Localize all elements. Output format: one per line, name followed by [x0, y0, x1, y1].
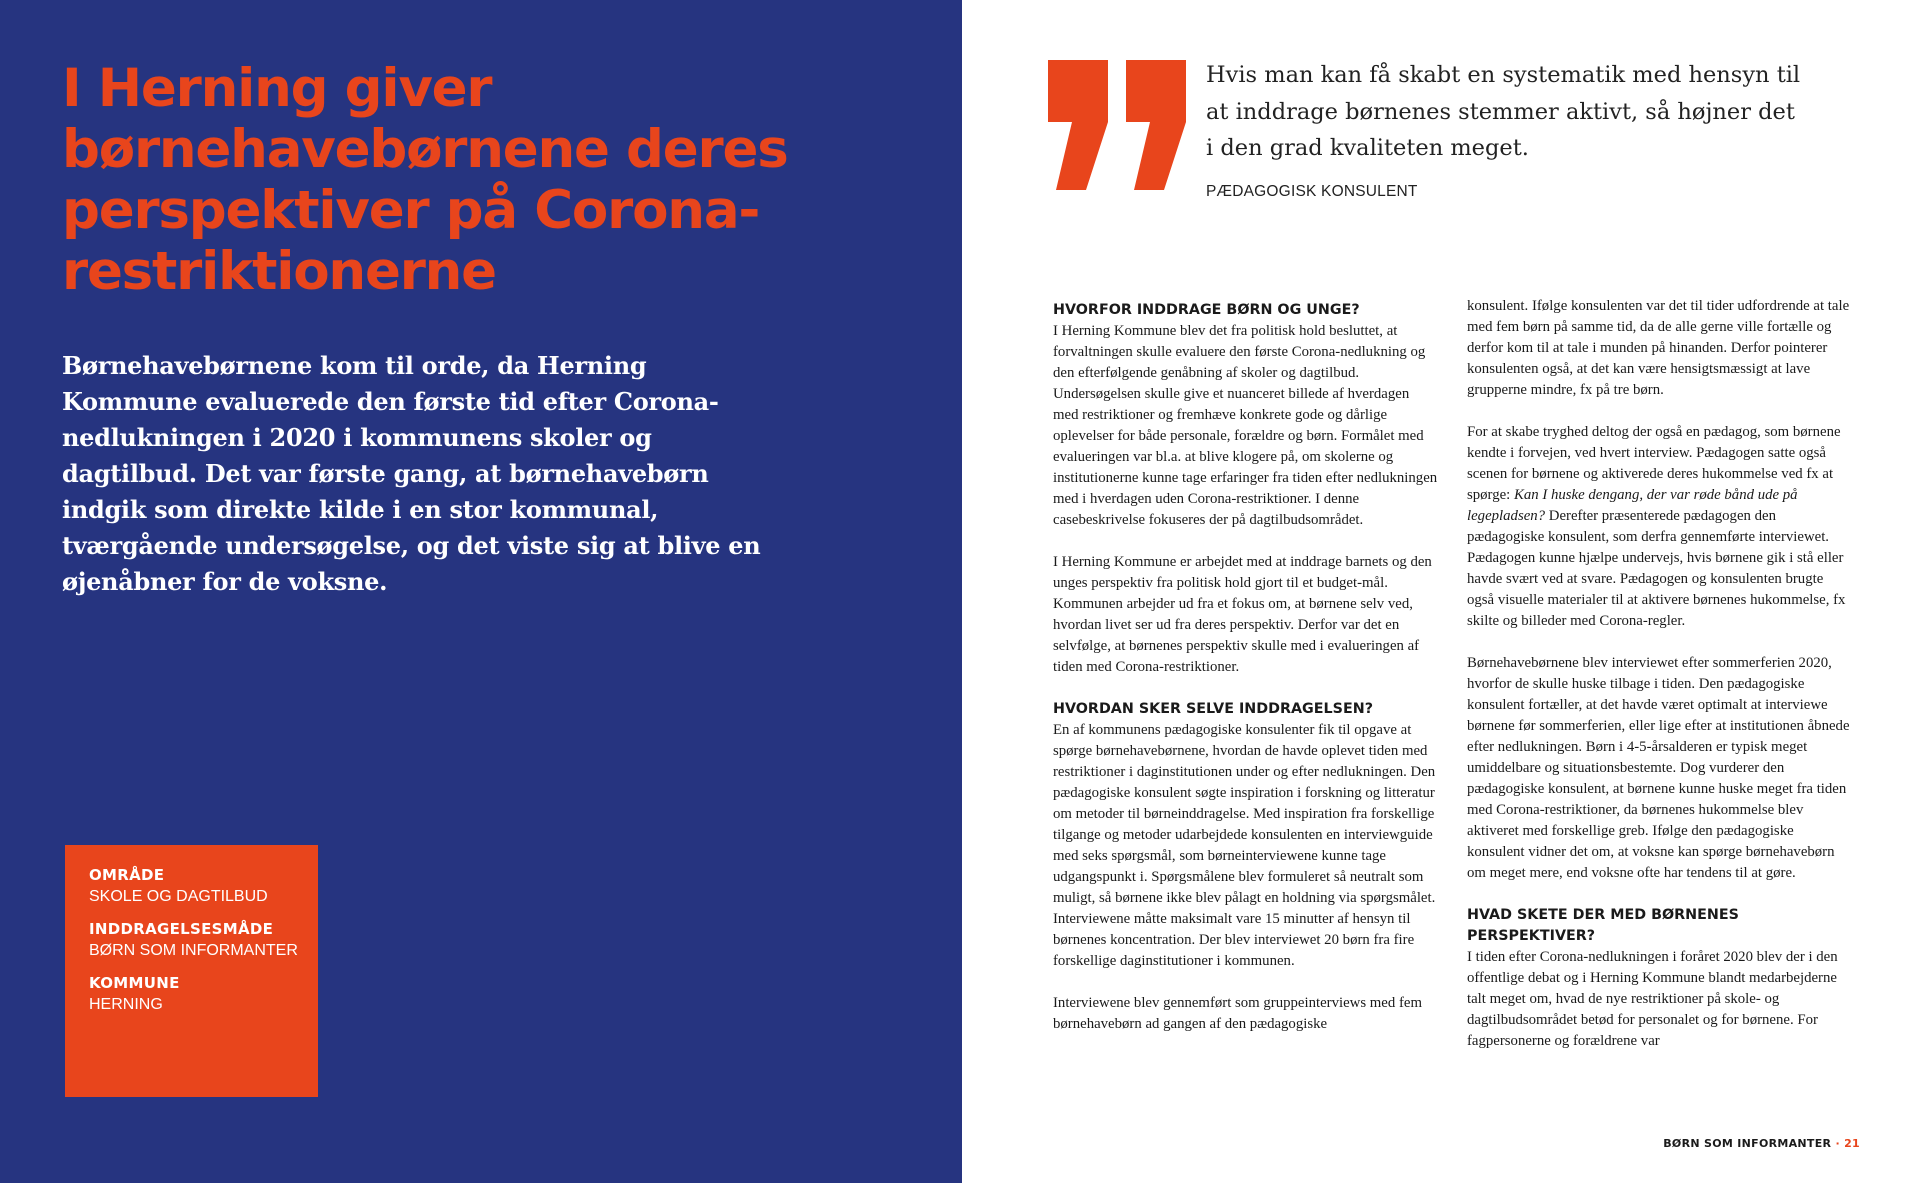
quote-attribution: PÆDAGOGISK KONSULENT [1206, 183, 1418, 200]
body-paragraph [1467, 422, 1852, 632]
italic-quote: Kan I huske dengang, der var røde bånd ude på legepladsen? [1467, 487, 1798, 524]
body-paragraph: I Herning Kommune blev det fra politisk hold besluttet, at forvaltningen skulle evaluere den første Corona-nedlukning og den efterfølgende genåbning af skoler og dagtilbud. Undersøgelsen skulle give et nuanceret billede af hverdagen med restriktioner og fremhæve konkrete gode og dårlige oplevelser for både personale, forældre og børn. Formålet med evalueringen var bl.a. at blive klogere på, om skolerne og institutionerne kunne tage erfaringer fra tiden efter nedlukningen med i hverdagen uden Corona-restriktioner. I denne casebeskrivelse fokuseres der på dagtilbudsområdet. [1053, 323, 1438, 528]
article-column-1 [1053, 300, 1438, 1056]
body-paragraph: En af kommunens pædagogiske konsulenter fik til opgave at spørge børnehavebørnene, hvordan de havde oplevet tiden med restriktioner i daginstitutionen under og efter nedlukningen. Den pædagogiske konsulent søgte inspiration i forskning og litteratur om metoder til børneinddragelse. Med inspiration fra forskellige tilgange og metoder udarbejdede konsulenten en interviewguide med seks spørgsmål, som børneinterviewene kunne tage udgangspunkt i. Spørgsmålene blev formuleret så neutralt som muligt, så børnene ikke blev pålagt en holdning via spørgsmålet. Interviewene måtte maksimalt vare 15 minutter af hensyn til børnenes koncentration. Der blev interviewet 20 børn fra fire forskellige daginstitutioner i kommunen. [1053, 722, 1436, 969]
body-text: For at skabe tryghed deltog der også en pædagog, som børnene kendte i forvejen, ved hvert interview. Pædagogen satte også scenen for børnene og aktiverede deres hukommelse ved fx at spørge: [1467, 424, 1841, 503]
info-item-municipality [89, 973, 180, 1015]
page-footer [1663, 1137, 1860, 1150]
body-paragraph: I tiden efter Corona-nedlukningen i foråret 2020 blev der i den offentlige debat og i Herning Kommune blandt medarbejderne talt meget om, hvad de nye restriktioner på skole- og dagtilbudsområdet betød for personalet og for børnene. For fagpersonerne og forældrene var [1467, 949, 1838, 1049]
article-column-2 [1467, 300, 1852, 1073]
info-label: KOMMUNE [89, 974, 180, 992]
info-value: SKOLE OG DAGTILBUD [89, 888, 268, 905]
body-paragraph: Interviewene blev gennemført som gruppeinterviews med fem børnehavebørn ad gangen af den pædagogiske [1053, 995, 1422, 1032]
info-value: BØRN SOM INFORMANTER [89, 942, 298, 959]
footer-separator: · [1835, 1137, 1840, 1150]
info-label: OMRÅDE [89, 866, 165, 884]
info-item-area [89, 865, 268, 907]
section-heading: HVORFOR INDDRAGE BØRN OG UNGE? [1053, 302, 1360, 318]
pull-quote: Hvis man kan få skabt en systematik med hensyn til at inddrage børnenes stemmer aktivt, så højner det i den grad kvaliteten meget. [1206, 62, 1801, 161]
page-number: 21 [1844, 1137, 1860, 1150]
lead-paragraph: Børnehavebørnene kom til orde, da Herning Kommune evaluerede den første tid efter Corona-nedlukningen i 2020 i kommunens skoler og dagtilbud. Det var første gang, at børnehavebørn indgik som direkte kilde i en stor kommunal, tværgående undersøgelse, og det viste sig at blive en øjenåbner for de voksne. [62, 351, 761, 596]
info-box [65, 845, 318, 1097]
info-label: INDDRAGELSESMÅDE [89, 920, 274, 938]
section-heading: HVORDAN SKER SELVE INDDRAGELSEN? [1053, 701, 1373, 717]
body-text: Derefter præsenterede pædagogen den pædagogiske konsulent, som derfra gennemførte interviewet. Pædagogen kunne hjælpe undervejs, hvis børnene gik i stå eller havde svært ved at svare. Pædagogen og konsulenten brugte også visuelle materialer til at aktivere børnenes hukommelse, fx skilte og billeder med Corona-regler. [1467, 508, 1846, 629]
info-item-method [89, 919, 298, 961]
quotation-mark-icon [1048, 60, 1188, 195]
body-paragraph: konsulent. Ifølge konsulenten var det til tider udfordrende at tale med fem børn på samme tid, da de alle gerne ville fortælle og derfor kom til at tale i munden på hinanden. Derfor pointerer konsulenten også, at det kan være hensigtsmæssigt at lave grupperne mindre, fx på tre børn. [1467, 298, 1850, 398]
info-value: HERNING [89, 996, 163, 1013]
publication-title: BØRN SOM INFORMANTER [1663, 1137, 1832, 1150]
section-heading: HVAD SKETE DER MED BØRNENES PERSPEKTIVER? [1467, 907, 1739, 944]
headline: I Herning giver børnehavebørnene deres perspektiver på Corona-restriktionerne [62, 58, 788, 302]
body-paragraph: I Herning Kommune er arbejdet med at inddrage barnets og den unges perspektiv fra politisk hold gjort til et budget-mål. Kommunen arbejder ud fra et fokus om, at børnene selv ved, hvordan livet ser ud fra deres perspektiv. Derfor var det en selvfølge, at børnenes perspektiv skulle med i evalueringen af tiden med Corona-restriktioner. [1053, 554, 1432, 675]
body-paragraph: Børnehavebørnene blev interviewet efter sommerferien 2020, hvorfor de skulle huske tilbage i tiden. Den pædagogiske konsulent fortæller, at det havde været optimalt at interviewe børnene før sommerferien, eller lige efter at institutionen åbnede efter nedlukningen. Børn i 4-5-årsalderen er typisk meget umiddelbare og situationsbestemte. Dog vurderer den pædagogiske konsulent, at børnene kunne huske meget fra tiden med Corona-restriktioner, da børnenes hukommelse blev aktiveret med forskellige greb. Ifølge den pædagogiske konsulent vidner det om, at voksne kan spørge børnehavebørn om meget mere, end voksne ofte har tendens til at gøre. [1467, 655, 1850, 881]
